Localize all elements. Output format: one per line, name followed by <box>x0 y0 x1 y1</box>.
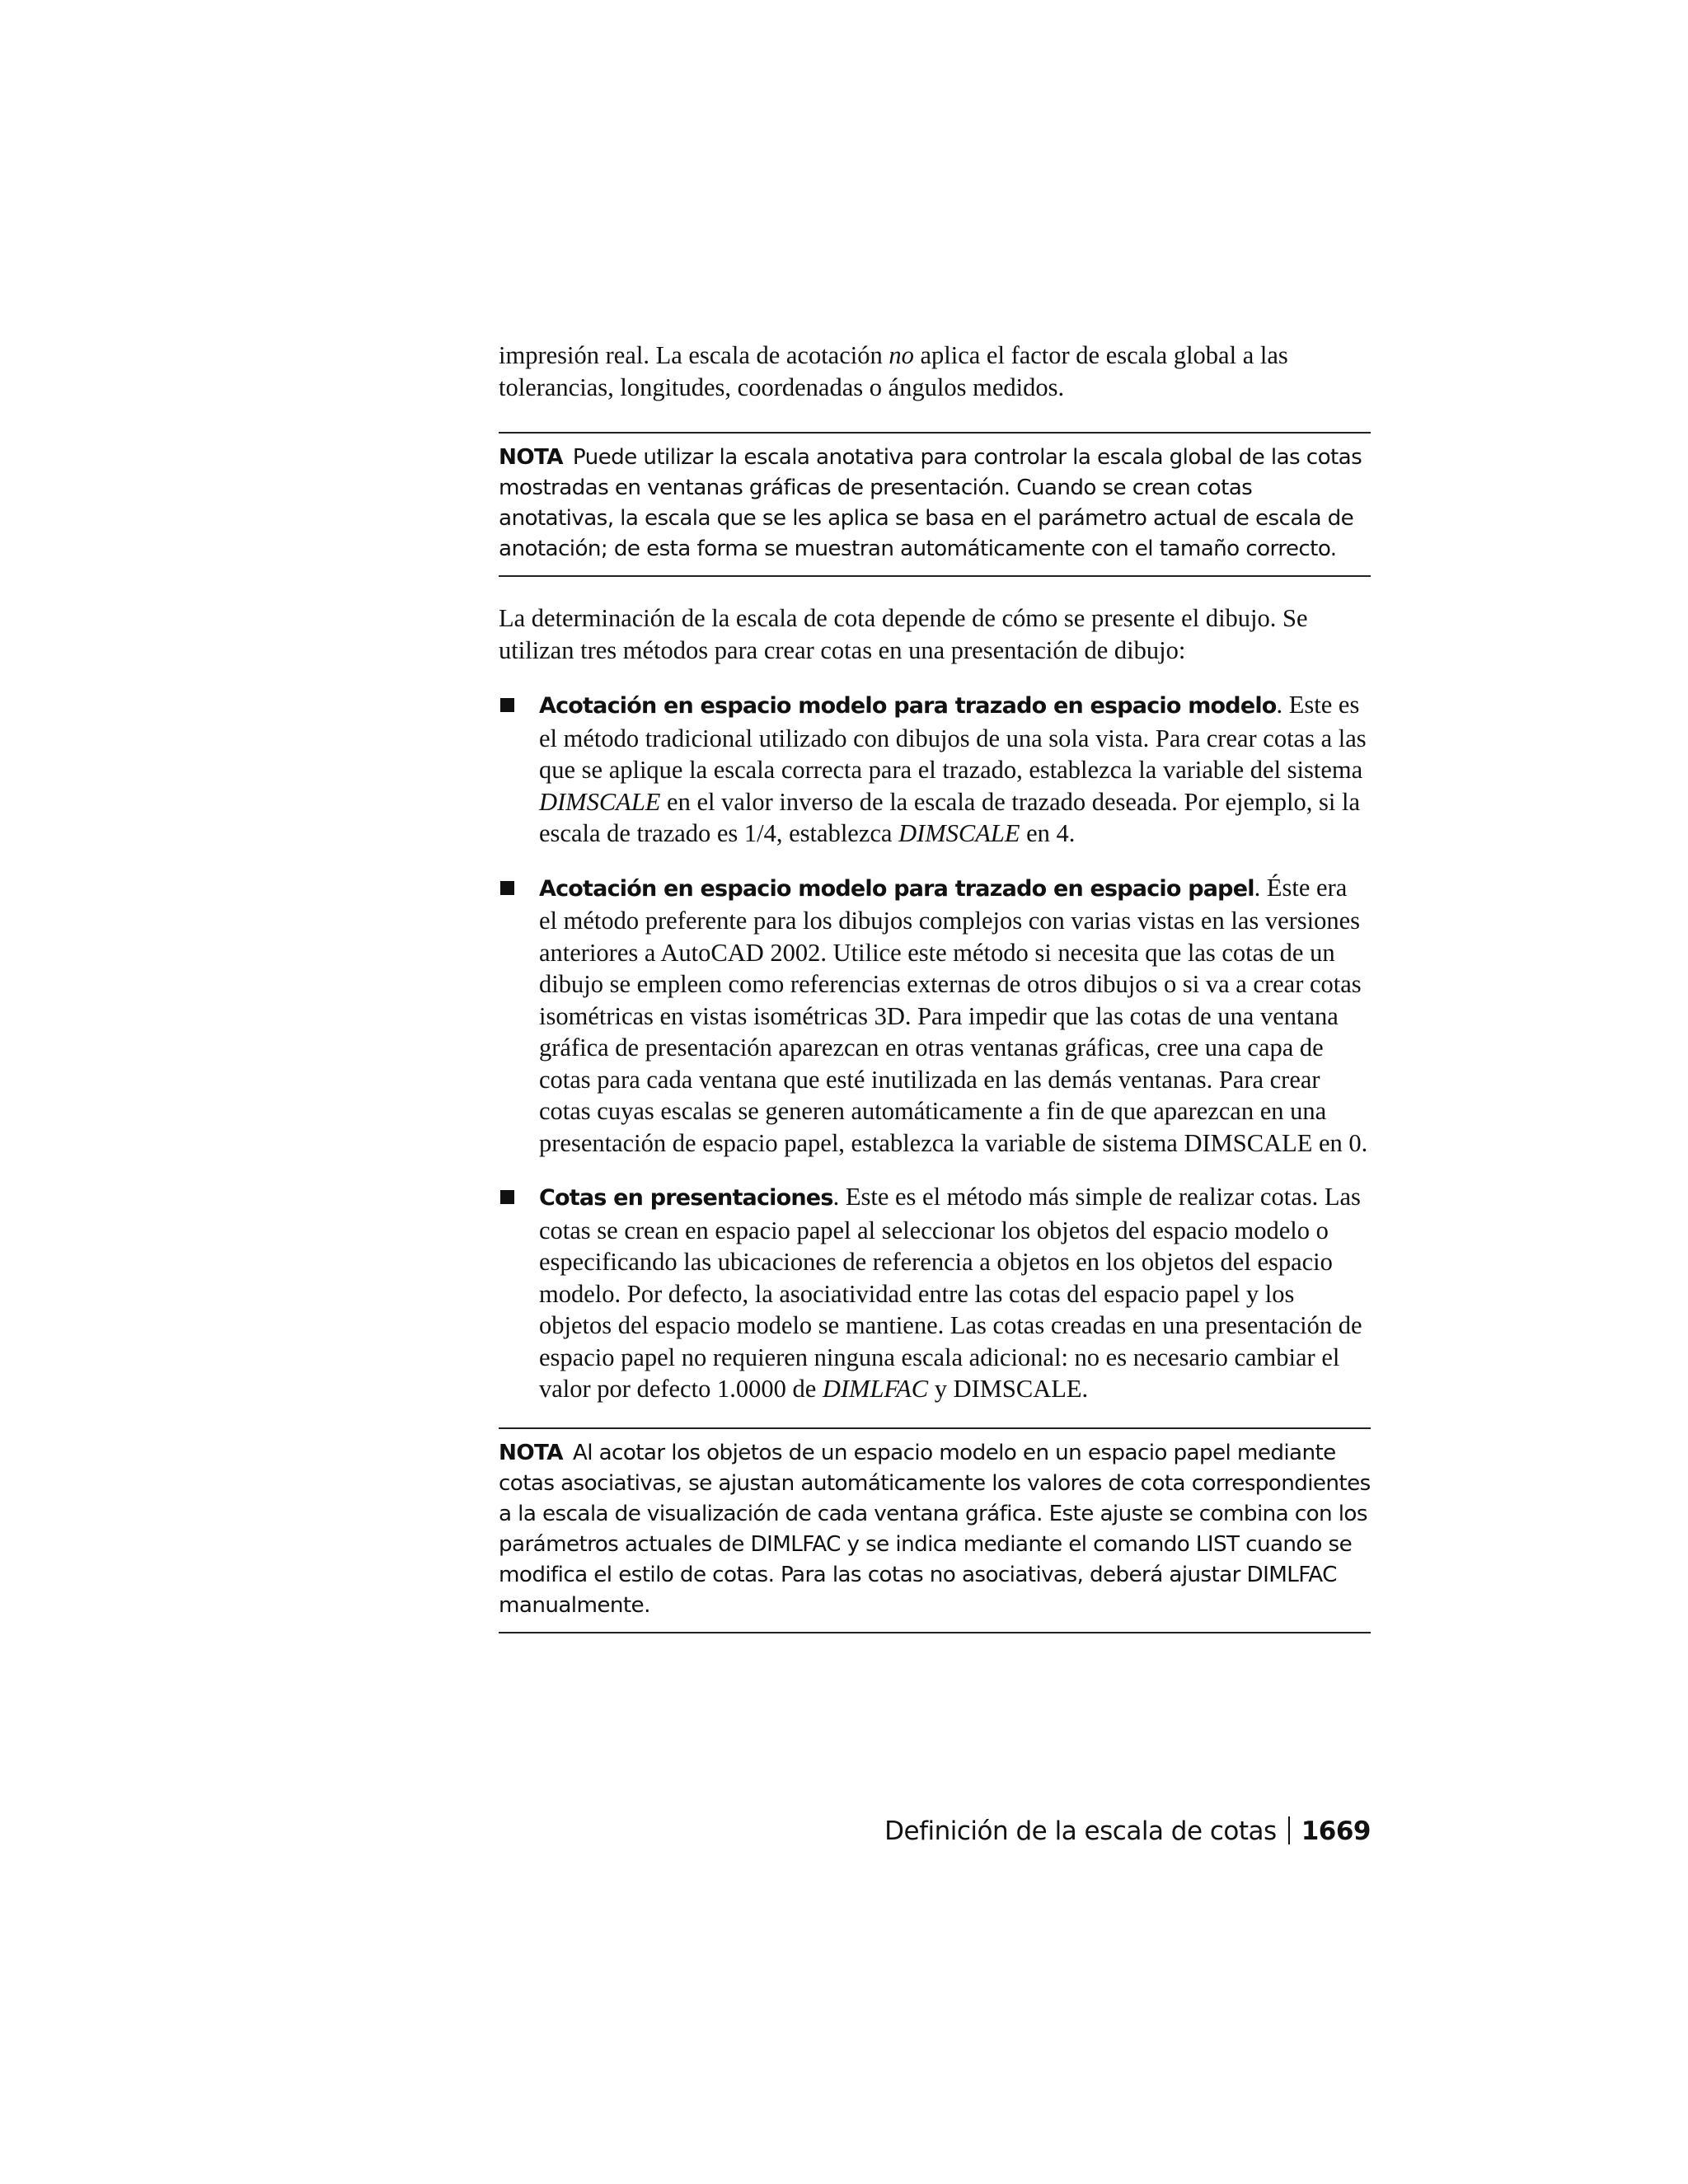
list-item-model-paper <box>499 872 1371 1160</box>
list-item-text: . Este es el método más simple de realizar cotas. Las cotas se crean en espacio papel al seleccionar los objetos del espacio modelo o especificando las ubicaciones de referencia a objetos en los objetos del espacio modelo. Por defecto, la asociatividad entre las cotas del espacio papel y los objetos del espacio modelo se mantiene. Las cotas creadas en una presentación de espacio papel no requieren ninguna escala adicional: no es necesario cambiar el valor por defecto 1.0000 de <box>539 1183 1362 1403</box>
list-item-text: en el valor inverso de la escala de trazado deseada. Por ejemplo, si la escala de trazado es 1/4, establezca <box>539 787 1360 847</box>
intro-text-2: aplica el factor de escala global a las tolerancias, longitudes, coordenadas o ángulos medidos. <box>499 341 1288 401</box>
variable-name: DIMSCALE <box>539 787 661 816</box>
note-box-1 <box>499 432 1371 577</box>
list-item-lead: Acotación en espacio modelo para trazado en espacio papel <box>539 875 1254 902</box>
note-text: Puede utilizar la escala anotativa para controlar la escala global de las cotas mostradas en ventanas gráficas de presentación. Cuando se crean cotas anotativas, la escala que se les aplica se basa en el parámetro actual de escala de anotación; de esta forma se muestran automáticamente con el tamaño correcto. <box>499 445 1362 561</box>
list-item-model-model <box>499 689 1371 850</box>
note-label: NOTA <box>499 445 563 470</box>
intro-italic: no <box>889 341 914 369</box>
list-item-text: . Éste era el método preferente para los dibujos complejos con varias vistas en las versiones anteriores a AutoCAD 2002. Utilice este método si necesita que las cotas de un dibujo se empleen como referencias externas de otros dibujos o si va a crear cotas isométricas en vistas isométricas 3D. Para impedir que las cotas de una ventana gráfica de presentación aparezcan en otras ventanas gráficas, cree una capa de cotas para cada ventana que esté inutilizada en las demás ventanas. Para crear cotas cuyas escalas se generen automáticamente a fin de que aparezcan en una presentación de espacio papel, establezca la variable de sistema DIMSCALE en 0. <box>539 873 1368 1157</box>
note-label: NOTA <box>499 1440 563 1465</box>
list-item-text: y DIMSCALE. <box>928 1375 1089 1403</box>
page-number: 1669 <box>1301 1816 1371 1846</box>
footer-section-title: Definición de la escala de cotas <box>884 1816 1277 1846</box>
list-item-text: . Este es el método tradicional utilizado con dibujos de una sola vista. Para crear cotas a las que se aplique la escala correcta para el trazado, establezca la variable del sistema <box>539 691 1367 784</box>
list-item-layouts <box>499 1181 1371 1405</box>
list-item-lead: Cotas en presentaciones <box>539 1185 833 1211</box>
method-intro-paragraph: La determinación de la escala de cota depende de cómo se presente el dibujo. Se utilizan tres métodos para crear cotas en una presentación de dibujo: <box>499 604 1308 664</box>
variable-name: DIMSCALE <box>898 819 1020 847</box>
page-content <box>499 340 1371 1633</box>
note-box-2 <box>499 1427 1371 1633</box>
intro-text-1: impresión real. La escala de acotación <box>499 341 889 369</box>
note-text: Al acotar los objetos de un espacio modelo en un espacio papel mediante cotas asociativas, se ajustan automáticamente los valores de cota correspondientes a la escala de visualización de cada ventana gráfica. Este ajuste se combina con los parámetros actuales de DIMLFAC y se indica mediante el comando LIST cuando se modifica el estilo de cotas. Para las cotas no asociativas, deberá ajustar DIMLFAC manualmente. <box>499 1440 1371 1618</box>
intro-paragraph <box>499 340 1371 403</box>
page-footer <box>884 1815 1371 1848</box>
methods-list <box>499 689 1371 1405</box>
bullet-square-icon <box>500 1190 514 1204</box>
variable-name: DIMLFAC <box>822 1375 929 1403</box>
list-item-text: en 4. <box>1020 819 1076 847</box>
list-item-lead: Acotación en espacio modelo para trazado en espacio modelo <box>539 693 1277 719</box>
bullet-square-icon <box>500 698 514 712</box>
bullet-square-icon <box>500 881 514 895</box>
footer-separator <box>1288 1816 1290 1844</box>
